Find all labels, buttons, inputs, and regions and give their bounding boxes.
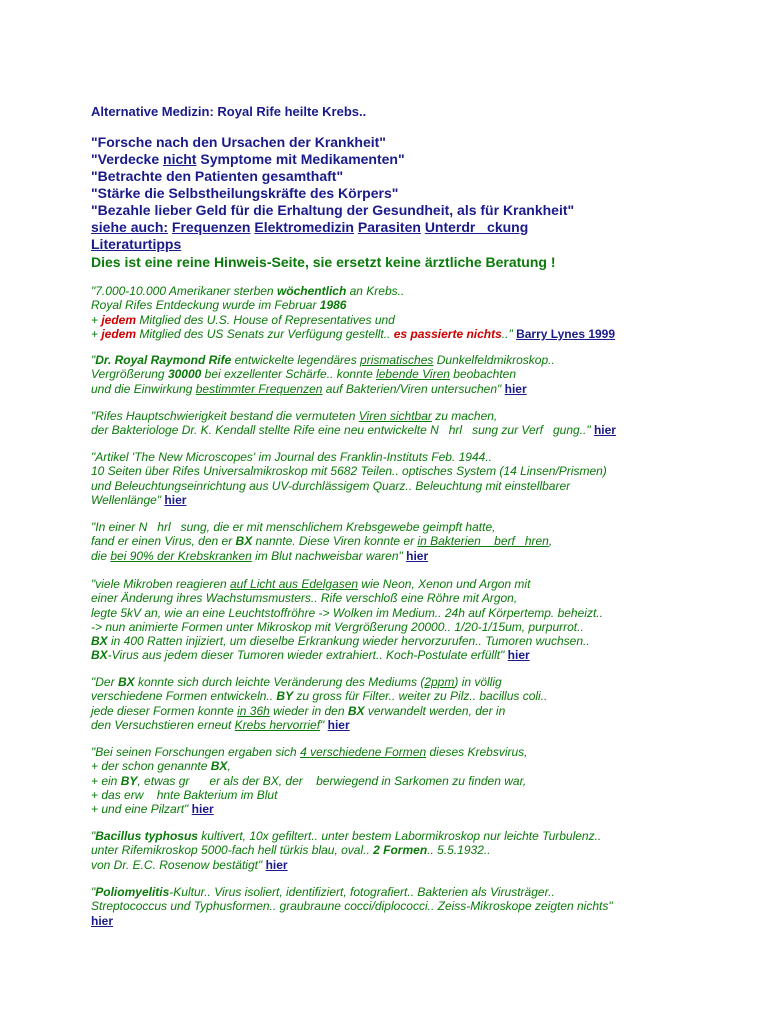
paragraph-1: "7.000-10.000 Amerikaner sterben wöchentlich an Krebs.. Royal Rifes Entdeckung wurde im Februar 1986 + jedem Mitglied des U.S. House of Representatives und + jedem Mitglied des US Senats zur Verfügung gestellt.. es passierte nichts.." Barry Lynes 1999 [91, 284, 616, 341]
paragraph-8: "Bei seinen Forschungen ergaben sich 4 verschiedene Formen dieses Krebsvirus, + der schon genannte BX, + ein BY, etwas gr er als der BX, der berwiegend in Sarkomen zu finden war, + das erw hnte Bakterium im Blut + und eine Pilzart" hier [91, 745, 528, 817]
link-hier-9[interactable]: hier [265, 857, 288, 872]
link-hier-7[interactable]: hier [327, 717, 350, 732]
link-hier-10[interactable]: hier [91, 913, 114, 928]
page-title: Alternative Medizin: Royal Rife heilte Krebs.. [91, 104, 367, 119]
quote-5: "Bezahle lieber Geld für die Erhaltung der Gesundheit, als für Krankheit" [91, 202, 575, 218]
link-unterdrueckung[interactable]: Unterdr ckung [424, 219, 529, 235]
link-literaturtipps[interactable]: Literaturtipps [91, 236, 182, 252]
quote-3: "Betrachte den Patienten gesamthaft" [91, 168, 344, 184]
link-frequenzen[interactable]: Frequenzen [171, 219, 251, 235]
link-hier-8[interactable]: hier [191, 802, 214, 817]
paragraph-9: "Bacillus typhosus kultivert, 10x gefiltert.. unter bestem Labormikroskop nur leichte Turbulenz.. unter Rifemikroskop 5000-fach hell türkis blau, oval.. 2 Formen.. 5.5.1932.. von Dr. E.C. Rosenow bestätigt" hier [91, 829, 602, 872]
link-hier-5[interactable]: hier [406, 548, 429, 563]
quote-4: "Stärke die Selbstheilungskräfte des Körpers" [91, 185, 399, 201]
quote-1: "Forsche nach den Ursachen der Krankheit" [91, 134, 386, 150]
see-also-row [91, 219, 528, 236]
link-hier-2[interactable]: hier [504, 381, 527, 396]
paragraph-2: "Dr. Royal Raymond Rife entwickelte legendäres prismatisches Dunkelfeldmikroskop.. Vergrößerung 30000 bei exzellenter Schärfe.. konnte lebende Viren beobachten und die Einwirkung bestimmter Frequenzen auf Bakterien/Viren untersuchen" hier [91, 353, 555, 396]
paragraph-5: "In einer N hrl sung, die er mit menschlichem Krebsgewebe geimpft hatte, fand er einen Virus, den er BX nannte. Diese Viren konnte er in Bakterien berf hren, die bei 90% der Krebskranken im Blut nachweisbar waren" hier [91, 520, 553, 563]
link-hier-6[interactable]: hier [507, 648, 530, 663]
paragraph-7: "Der BX konnte sich durch leichte Veränderung des Mediums (2ppm) in völlig verschiedene Formen entwickeln.. BY zu gross für Filter.. weiter zu Pilz.. bacillus coli.. jede dieser Formen konnte in 36h wieder in den BX verwandelt werden, der in den Versuchstieren erneut Krebs hervorrief" hier [91, 675, 548, 732]
link-parasiten[interactable]: Parasiten [357, 219, 421, 235]
paragraph-3: "Rifes Hauptschwierigkeit bestand die vermuteten Viren sichtbar zu machen, der Bakteriologe Dr. K. Kendall stellte Rife eine neu entwickelte N hrl sung zur Verf gung.." hier [91, 409, 616, 438]
link-barry-lynes[interactable]: Barry Lynes 1999 [516, 326, 616, 341]
literature-row [91, 236, 181, 253]
paragraph-6: "viele Mikroben reagieren auf Licht aus Edelgasen wie Neon, Xenon und Argon mit einer Änderung ihres Wachstumsmusters.. Rife verschloß eine Röhre mit Argon, legte 5kV an, wie an eine Leuchtstoffröhre -> Wolken im Medium.. 24h auf Körpertemp. beheizt.. -> nun animierte Formen unter Mikroskop mit Vergrößerung 20000.. 1/20-1/15um, purpurrot.. BX in 400 Ratten injiziert, um dieselbe Erkrankung wieder hervorzurufen.. Tumoren wuchsen.. BX-Virus aus jedem dieser Tumoren wieder extrahiert.. Koch-Postulate erfüllt" hier [91, 577, 603, 663]
link-hier-3[interactable]: hier [593, 423, 616, 438]
disclaimer: Dies ist eine reine Hinweis-Seite, sie ersetzt keine ärztliche Beratung ! [91, 254, 556, 270]
link-elektromedizin[interactable]: Elektromedizin [254, 219, 354, 235]
paragraph-10: "Poliomyelitis-Kultur.. Virus isoliert, identifiziert, fotografiert.. Bakterien als Virusträger.. Streptococcus und Typhusformen.. graubraune cocci/diplococci.. Zeiss-Mikroskope zeigten nichts" hier [91, 885, 613, 928]
see-also-label: siehe auch: [91, 219, 169, 235]
quote-2: "Verdecke nicht Symptome mit Medikamenten" [91, 151, 405, 167]
paragraph-4: "Artikel 'The New Microscopes' im Journal des Franklin-Instituts Feb. 1944.. 10 Seiten über Rifes Universalmikroskop mit 5682 Teilen.. optisches System (14 Linsen/Prismen) und Beleuchtungseinrichtung aus UV-durchlässigem Quarz.. Beleuchtung mit einstellbarer Wellenlänge" hier [91, 450, 607, 507]
link-hier-4[interactable]: hier [164, 492, 187, 507]
